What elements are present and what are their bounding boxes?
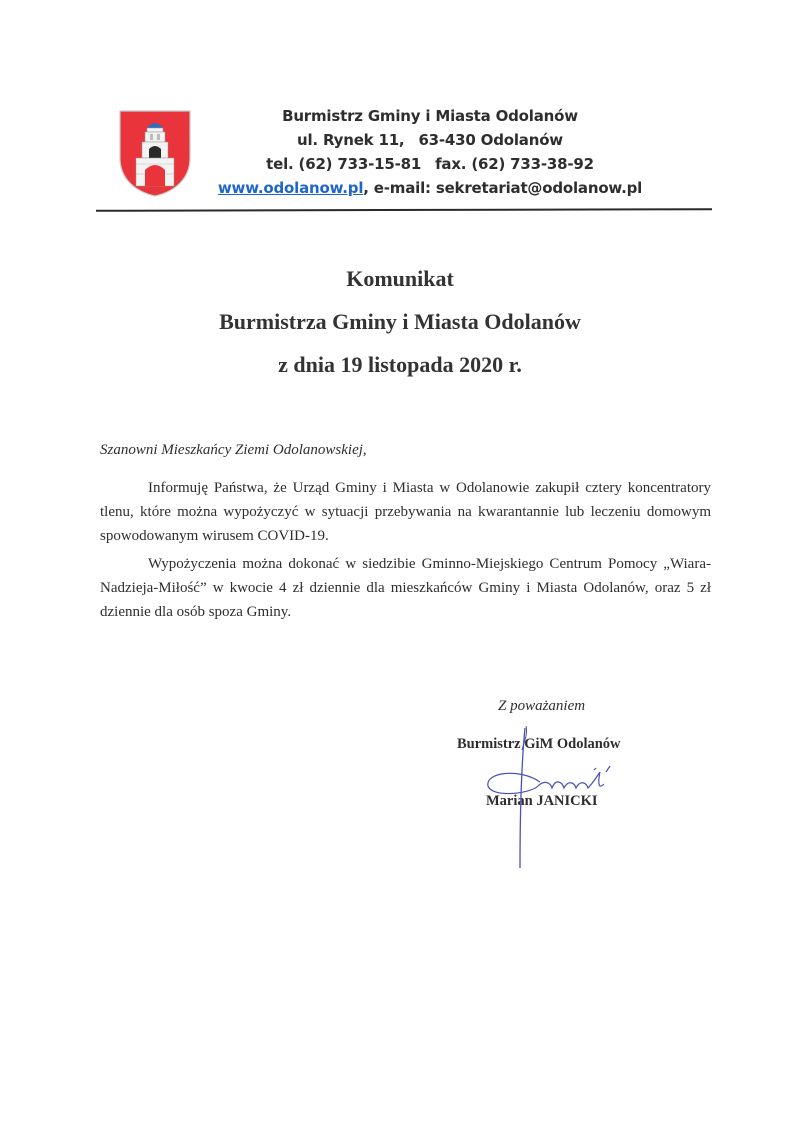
document-title (0, 257, 800, 386)
paragraph-2: Wypożyczenia można dokonać w siedzibie Gminno-Miejskiego Centrum Pomocy „Wiara-Nadzieja-Miłość” w kwocie 4 zł dziennie dla mieszkańców Gminy i Miasta Odolanów, oraz 5 zł dziennie dla osób spoza Gminy. (100, 556, 711, 620)
paragraph-1: Informuję Państwa, że Urząd Gminy i Miasta w Odolanowie zakupił cztery koncentratory tlenu, które można wypożyczyć w sytuacji przebywania na kwarantannie lub leczeniu domowym spowodowanym wirusem COVID-19. (100, 480, 711, 544)
email-address[interactable]: sekretariat@odolanow.pl (435, 179, 643, 197)
title-line-2: Burmistrza Gminy i Miasta Odolanów (219, 309, 581, 334)
title-line-3: z dnia 19 listopada 2020 r. (278, 352, 522, 377)
letterhead-contact (200, 104, 660, 200)
address-street: ul. Rynek 11, (297, 131, 405, 149)
document-body (100, 438, 711, 628)
closing-phrase: Z poważaniem (498, 698, 586, 714)
handwritten-signature-icon (440, 698, 660, 878)
salutation: Szanowni Mieszkańcy Ziemi Odolanowskiej, (100, 442, 367, 458)
header-divider (96, 208, 712, 212)
phone-number: tel. (62) 733-15-81 (266, 155, 422, 173)
web-email (200, 176, 660, 200)
email-label: , e-mail: (363, 179, 436, 197)
address (200, 128, 660, 152)
phone-fax (200, 152, 660, 176)
coat-of-arms-icon (117, 108, 193, 198)
title-line-1: Komunikat (346, 266, 454, 291)
website-link[interactable]: www.odolanow.pl (217, 179, 364, 197)
letterhead (0, 0, 800, 220)
address-city: 63-430 Odolanów (418, 131, 563, 149)
fax-number: fax. (62) 733-38-92 (435, 155, 594, 173)
signer-role: Burmistrz GiM Odolanów (457, 736, 621, 752)
signer-name: Marian JANICKI (486, 793, 598, 809)
organization-name: Burmistrz Gminy i Miasta Odolanów (282, 107, 578, 125)
